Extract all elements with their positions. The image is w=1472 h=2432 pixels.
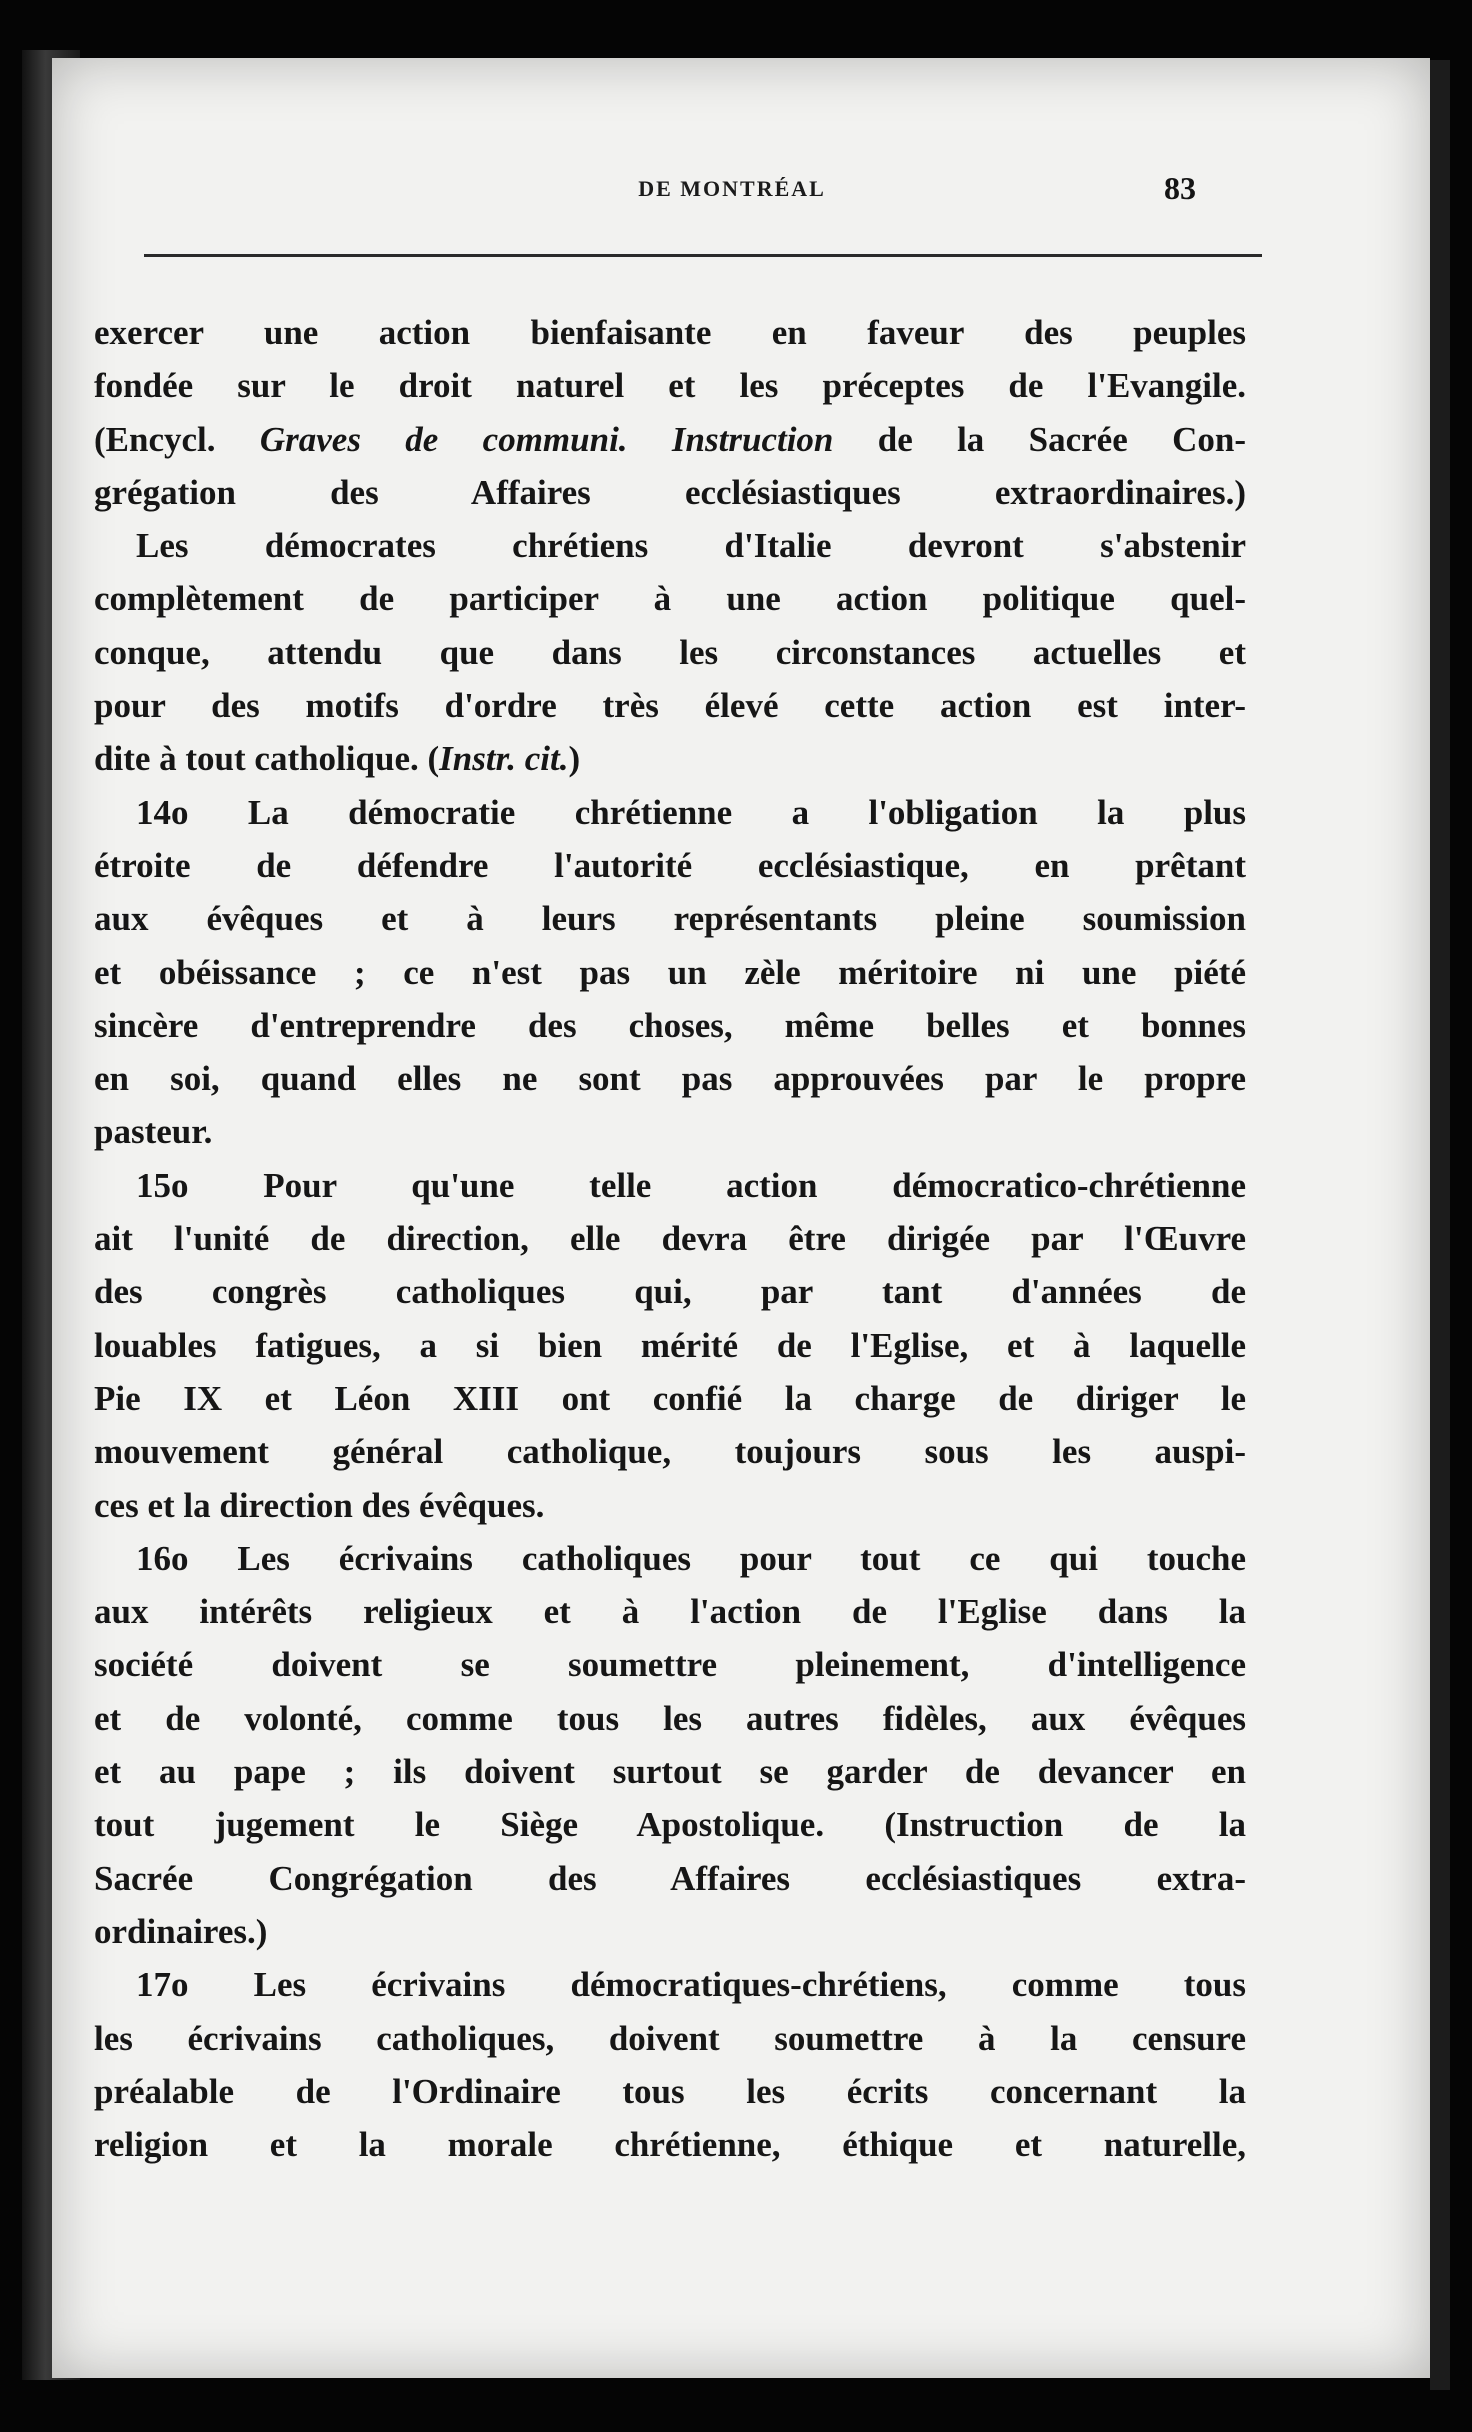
- page-number: 83: [1164, 170, 1196, 206]
- text-line: 14o La démocratie chrétienne a l'obligation la plus: [136, 792, 1246, 832]
- text-line: pasteur.: [94, 1112, 213, 1152]
- text-line: ces et la direction des évêques.: [94, 1485, 545, 1525]
- text-line: Sacrée Congrégation des Affaires ecclésiastiques extra-: [94, 1858, 1246, 1898]
- text-line: Les démocrates chrétiens d'Italie devront s'abstenir: [136, 526, 1246, 566]
- text-line: 15o Pour qu'une telle action démocratico-chrétienne: [136, 1165, 1246, 1205]
- text-line: étroite de défendre l'autorité ecclésiastique, en prêtant: [94, 845, 1246, 885]
- text-line: et de volonté, comme tous les autres fidèles, aux évêques: [94, 1698, 1246, 1738]
- text-line: des congrès catholiques qui, par tant d'années de: [94, 1272, 1246, 1312]
- text-line: ait l'unité de direction, elle devra être dirigée par l'Œuvre: [94, 1219, 1246, 1259]
- text-line: dite à tout catholique. (Instr. cit.): [94, 739, 581, 779]
- text-line: sincère d'entreprendre des choses, même belles et bonnes: [94, 1005, 1246, 1045]
- text-line: les écrivains catholiques, doivent soumettre à la censure: [94, 2018, 1246, 2058]
- running-title: DE MONTRÉAL: [638, 176, 826, 201]
- text-line: aux évêques et à leurs représentants pleine soumission: [94, 899, 1246, 939]
- body-text: [94, 306, 1246, 2171]
- text-line: aux intérêts religieux et à l'action de l'Eglise dans la: [94, 1592, 1246, 1632]
- text-line: 17o Les écrivains démocratiques-chrétiens, comme tous: [136, 1965, 1246, 2005]
- text-line: pour des motifs d'ordre très élevé cette action est inter-: [94, 686, 1246, 726]
- running-head: [52, 170, 1430, 216]
- text-line: société doivent se soumettre pleinement, d'intelligence: [94, 1645, 1246, 1685]
- text-line: et obéissance ; ce n'est pas un zèle méritoire ni une piété: [94, 952, 1246, 992]
- text-line: tout jugement le Siège Apostolique. (Instruction de la: [94, 1805, 1246, 1845]
- text-line: exercer une action bienfaisante en faveur des peuples: [94, 313, 1246, 352]
- text-line: conque, attendu que dans les circonstances actuelles et: [94, 632, 1246, 672]
- text-line: préalable de l'Ordinaire tous les écrits concernant la: [94, 2071, 1246, 2111]
- text-line: grégation des Affaires ecclésiastiques extraordinaires.): [94, 472, 1246, 512]
- text-line: complètement de participer à une action politique quel-: [94, 579, 1246, 619]
- book-page: [52, 58, 1430, 2378]
- text-line: fondée sur le droit naturel et les préceptes de l'Evangile.: [94, 366, 1246, 406]
- text-line: 16o Les écrivains catholiques pour tout ce qui touche: [136, 1538, 1246, 1578]
- text-line: (Encycl. Graves de communi. Instruction de la Sacrée Con-: [94, 419, 1246, 459]
- header-rule: [144, 254, 1262, 257]
- text-line: mouvement général catholique, toujours sous les auspi-: [94, 1432, 1246, 1472]
- text-line: en soi, quand elles ne sont pas approuvées par le propre: [94, 1059, 1246, 1099]
- text-line: et au pape ; ils doivent surtout se garder de devancer en: [94, 1752, 1246, 1792]
- text-line: Pie IX et Léon XIII ont confié la charge de diriger le: [94, 1378, 1246, 1418]
- text-line: ordinaires.): [94, 1911, 268, 1951]
- text-line: louables fatigues, a si bien mérité de l'Eglise, et à laquelle: [94, 1325, 1246, 1365]
- text-line: religion et la morale chrétienne, éthique et naturelle,: [94, 2125, 1246, 2165]
- page-right-edge: [1430, 60, 1450, 2390]
